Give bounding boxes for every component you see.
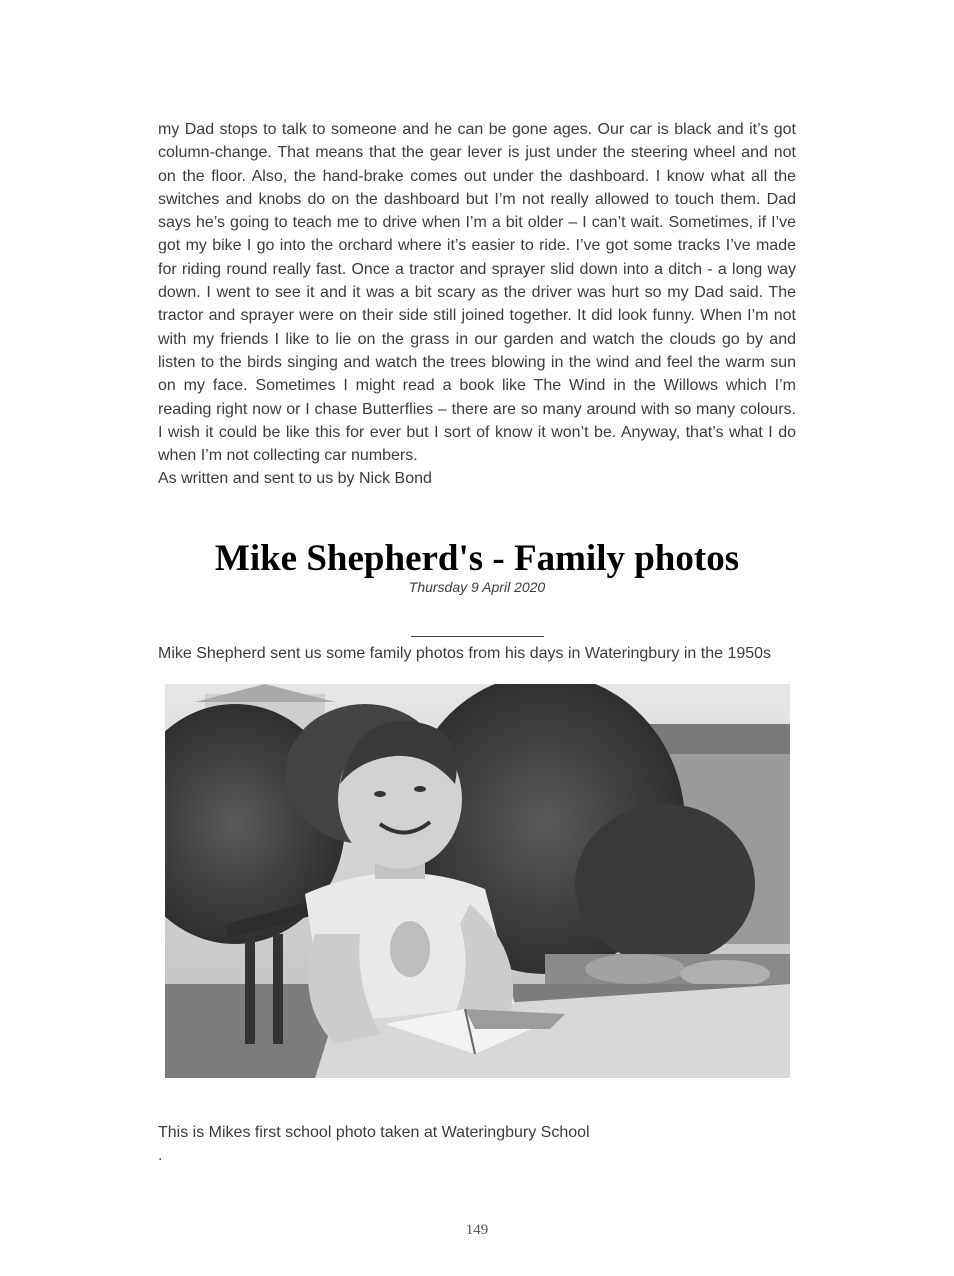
article-date: Thursday 9 April 2020 (408, 579, 546, 595)
family-photo (165, 684, 790, 1078)
article-intro: Mike Shepherd sent us some family photos from his days in Wateringbury in the 1950s (158, 645, 772, 662)
boy-reading-photo-illustration (165, 684, 790, 1078)
divider (411, 636, 544, 637)
photo-caption: This is Mikes first school photo taken at Wateringbury School (158, 1124, 590, 1141)
article-body-text: my Dad stops to talk to someone and he can be gone ages. Our car is black and it’s got column-change. That means that the gear lever is just under the steering wheel and not on the floor. Also, the hand-brake comes out under the dashboard. I know what all the switches and knobs do on the dashboard but I’m not really allowed to touch them. Dad says he’s going to teach me to drive when I’m a bit older – I can’t wait. Sometimes, if I’ve got my bike I go into the orchard where it’s easier to ride. I’ve got some tracks I’ve made for riding round really fast. Once a tractor and sprayer slid down into a ditch - a long way down. I went to see it and it was a bit scary as the driver was hurt so my Dad said. The tractor and sprayer were on their side still joined together. It did look funny. When I’m not with my friends I like to lie on the grass in our garden and watch the clouds go by and listen to the birds singing and watch the trees blowing in the wind and feel the warm sun on my face. Sometimes I might read a book like The Wind in the Willows which I’m reading right now or I chase Butterflies – there are so many around with so many colours. I wish it could be like this for ever but I sort of know it won’t be. Anyway, that’s what I do when I’m not collecting car numbers. (158, 121, 796, 465)
page-number: 149 (465, 1222, 489, 1238)
byline: As written and sent to us by Nick Bond (158, 470, 432, 487)
article-title: Mike Shepherd's - Family photos (214, 538, 740, 579)
trailing-dot: . (158, 1147, 163, 1164)
